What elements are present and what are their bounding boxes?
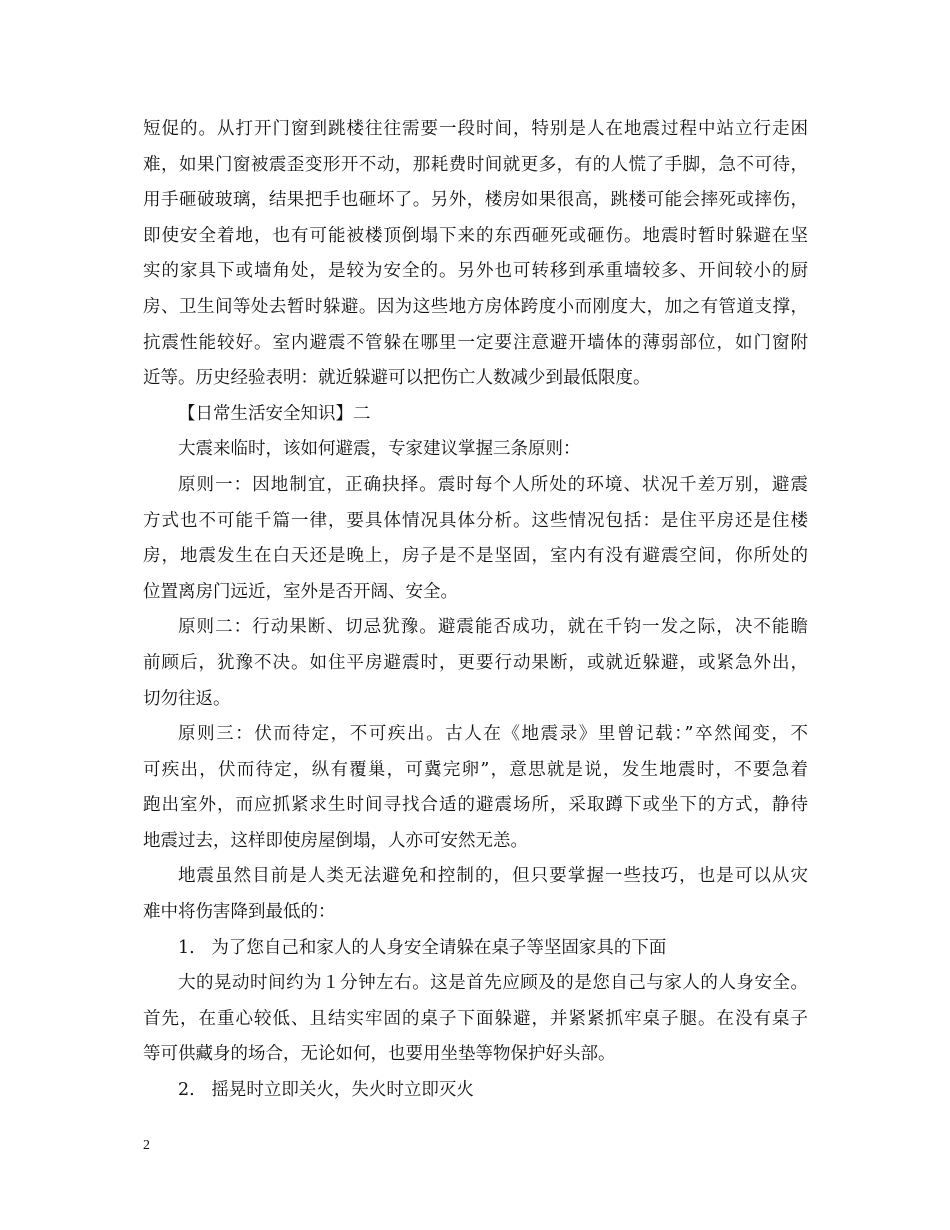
- text-line: 大震来临时，该如何避震，专家建议掌握三条原则：: [178, 439, 581, 460]
- text-line: 用手砸破玻璃，结果把手也砸坏了。另外，楼房如果很高，跳楼可能会摔死或摔伤，: [143, 190, 808, 211]
- text-line: 短促的。从打开门窗到跳楼往往需要一段时间，特别是人在地震过程中站立行走困: [143, 119, 808, 139]
- body-text: [143, 112, 808, 1109]
- list-item-heading: 2. 摇晃时立即关火，失火时立即灭火: [178, 1080, 474, 1101]
- text-line: 近等。历史经验表明：就近躲避可以把伤亡人数减少到最低限度。: [143, 368, 651, 389]
- text-line: 首先，在重心较低、且结实牢固的桌子下面躲避，并紧紧抓牢桌子腿。在没有桌子: [143, 1008, 808, 1029]
- text-line: 位置离房门远近，室外是否开阔、安全。: [143, 581, 458, 602]
- section-heading: 【日常生活安全知识】二: [178, 403, 371, 424]
- text-line: 实的家具下或墙角处，是较为安全的。另外也可转移到承重墙较多、开间较小的厨: [143, 261, 808, 282]
- text-line: 大的晃动时间约为１分钟左右。这是首先应顾及的是您自己与家人的人身安全。: [178, 973, 808, 994]
- text-line: 原则三：伏而待定，不可疾出。古人在《地震录》里曾记载：”卒然闻变，不: [178, 724, 808, 745]
- text-line: 前顾后，犹豫不决。如住平房避震时，更要行动果断，或就近躲避，或紧急外出，: [143, 652, 808, 673]
- text-line: 跑出室外，而应抓紧求生时间寻找合适的避震场所，采取蹲下或坐下的方式，静待: [143, 795, 808, 816]
- text-line: 可疾出，伏而待定，纵有覆巢，可冀完卵”，意思就是说，发生地震时，不要急着: [143, 759, 808, 780]
- text-line: 房、卫生间等处去暂时躲避。因为这些地方房体跨度小而刚度大，加之有管道支撑，: [143, 296, 808, 317]
- text-line: 难中将伤害降到最低的：: [143, 902, 336, 923]
- text-line: 原则二：行动果断、切忌犹豫。避震能否成功，就在千钧一发之际，决不能瞻: [178, 617, 808, 638]
- text-line: 即使安全着地，也有可能被楼顶倒塌下来的东西砸死或砸伤。地震时暂时躲避在坚: [143, 225, 808, 246]
- text-line: 原则一：因地制宜，正确抉择。震时每个人所处的环境、状况千差万别，避震: [178, 474, 808, 495]
- text-line: 抗震性能较好。室内避震不管躲在哪里一定要注意避开墙体的薄弱部位，如门窗附: [143, 332, 808, 353]
- text-line: 地震过去，这样即使房屋倒塌，人亦可安然无恙。: [143, 830, 528, 851]
- text-line: 等可供藏身的场合，无论如何，也要用坐垫等物保护好头部。: [143, 1044, 616, 1065]
- page-number: 2: [143, 1138, 150, 1153]
- text-line: 房，地震发生在白天还是晚上，房子是不是坚固，室内有没有避震空间，你所处的: [143, 546, 808, 567]
- text-line: 方式也不可能千篇一律，要具体情况具体分析。这些情况包括：是住平房还是住楼: [143, 510, 808, 531]
- list-item-heading: 1. 为了您自己和家人的人身安全请躲在桌子等坚固家具的下面: [178, 937, 667, 958]
- text-line: 切勿往返。: [143, 688, 231, 709]
- text-line: 地震虽然目前是人类无法避免和控制的，但只要掌握一些技巧，也是可以从灾: [178, 866, 808, 887]
- text-line: 难，如果门窗被震歪变形开不动，那耗费时间就更多，有的人慌了手脚，急不可待，: [143, 154, 808, 175]
